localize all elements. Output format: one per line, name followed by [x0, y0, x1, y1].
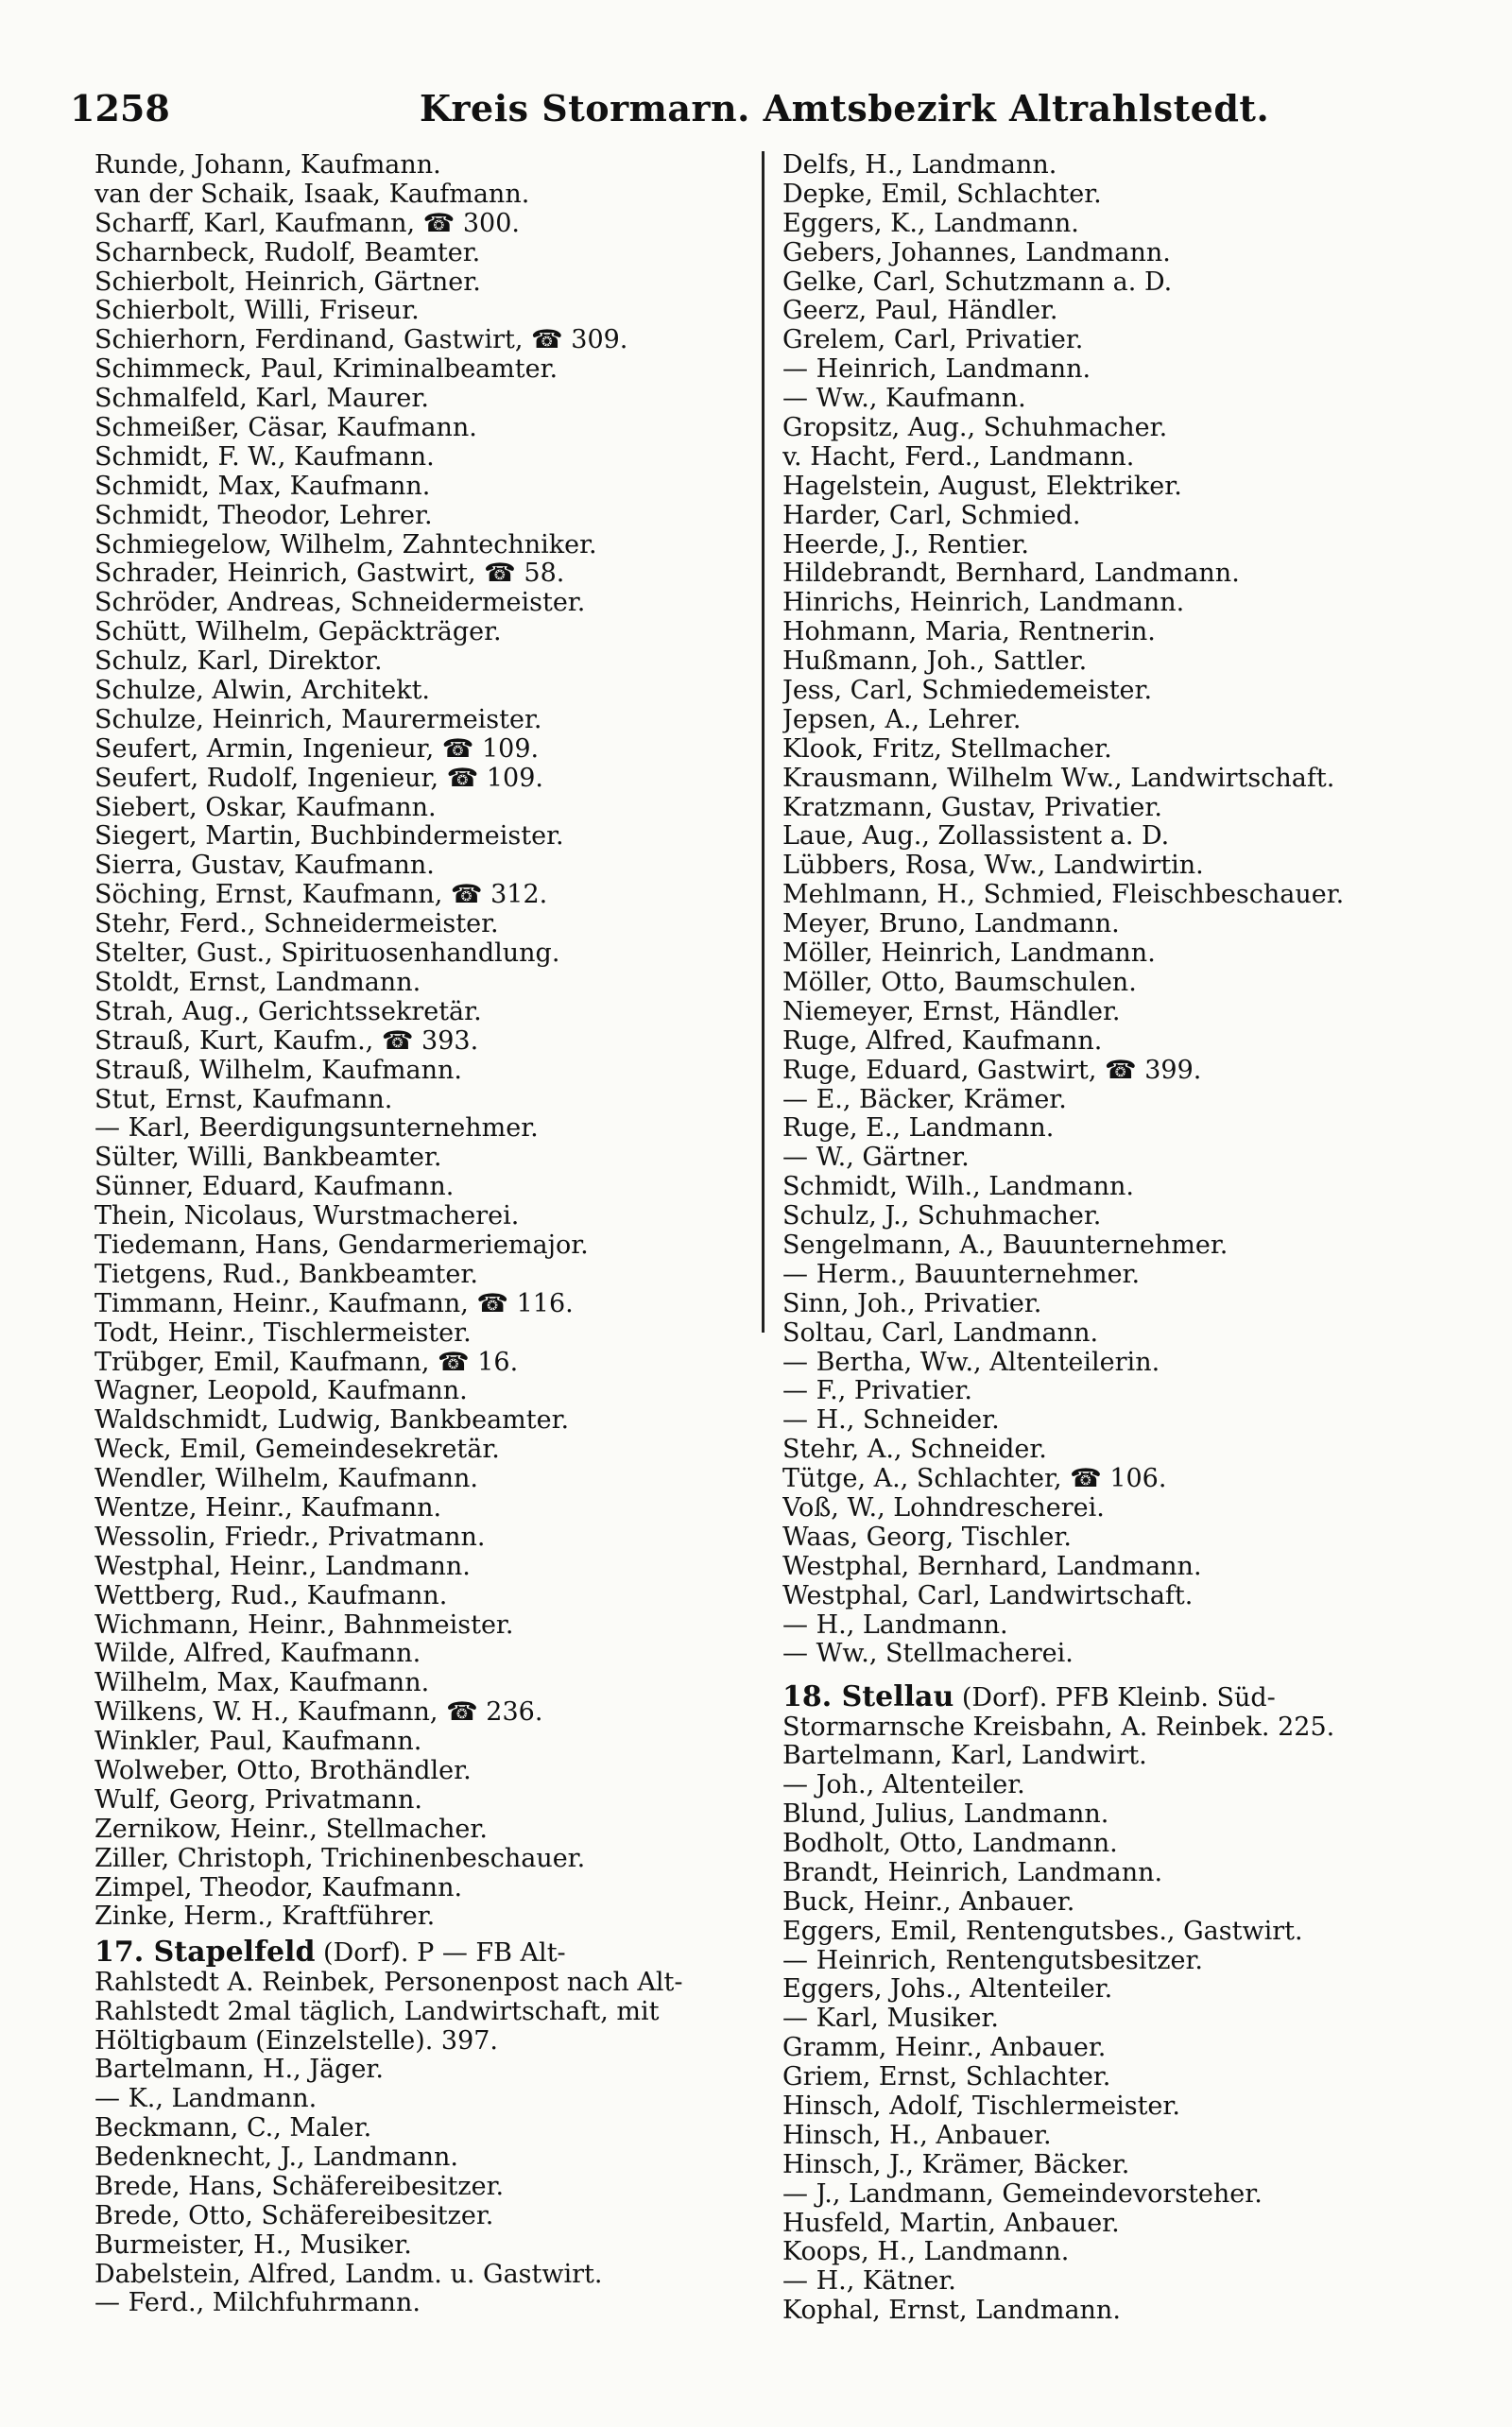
directory-entry: Runde, Johann, Kaufmann.	[94, 151, 441, 180]
section-18-heading-line2: Stormarnsche Kreisbahn, A. Reinbek. 225.	[782, 1713, 1335, 1743]
directory-entry: Ruge, Eduard, Gastwirt, ☎ 399.	[782, 1056, 1202, 1085]
directory-entry: — H., Landmann.	[782, 1610, 1008, 1640]
directory-entry: — W., Gärtner.	[782, 1144, 970, 1173]
directory-entry: Koops, H., Landmann.	[782, 2238, 1070, 2267]
directory-entry: Brede, Otto, Schäfereibesitzer.	[94, 2201, 494, 2230]
directory-entry: Schütt, Wilhelm, Gepäckträger.	[94, 618, 502, 647]
directory-entry: — Heinrich, Landmann.	[782, 355, 1091, 385]
directory-entry: — K., Landmann.	[94, 2085, 318, 2114]
directory-entry: Gebers, Johannes, Landmann.	[782, 238, 1171, 267]
directory-entry: Hußmann, Joh., Sattler.	[782, 647, 1088, 677]
directory-entry: Tütge, A., Schlachter, ☎ 106.	[782, 1465, 1167, 1494]
directory-entry: Ruge, E., Landmann.	[782, 1114, 1055, 1144]
running-title: Kreis Stormarn. Amtsbezirk Altrahlstedt.	[420, 87, 1270, 129]
directory-entry: Kophal, Ernst, Landmann.	[782, 2297, 1121, 2326]
directory-entry: Westphal, Bernhard, Landmann.	[782, 1552, 1202, 1581]
directory-entry: — Herm., Bauunternehmer.	[782, 1260, 1141, 1289]
page-number: 1258	[70, 87, 170, 129]
directory-entry: Schulz, J., Schuhmacher.	[782, 1202, 1102, 1231]
directory-entry: Stehr, Ferd., Schneidermeister.	[94, 910, 499, 939]
section-17-heading-line1: (Dorf). P — FB Alt-	[323, 1938, 566, 1969]
directory-entry: Harder, Carl, Schmied.	[782, 501, 1081, 530]
section-17-heading	[94, 1937, 747, 2056]
directory-entry: Gropsitz, Aug., Schuhmacher.	[782, 414, 1168, 443]
section-18	[782, 1682, 1435, 2326]
directory-entry: Thein, Nicolaus, Wurstmacherei.	[94, 1202, 520, 1231]
directory-entry: Wulf, Georg, Privatmann.	[94, 1785, 423, 1815]
directory-entry: Hohmann, Maria, Rentnerin.	[782, 618, 1156, 647]
directory-entry: Bartelmann, H., Jäger.	[94, 2056, 384, 2085]
directory-entry: Weck, Emil, Gemeindesekretär.	[94, 1436, 500, 1465]
directory-entry: Blund, Julius, Landmann.	[782, 1800, 1109, 1830]
directory-entry: Wilhelm, Max, Kaufmann.	[94, 1669, 430, 1698]
directory-entry: Söching, Ernst, Kaufmann, ☎ 312.	[94, 881, 548, 910]
directory-entry: Burmeister, H., Musiker.	[94, 2230, 412, 2260]
directory-entry: Schmalfeld, Karl, Maurer.	[94, 385, 429, 414]
page-header	[70, 87, 1469, 144]
directory-entry: Siegert, Martin, Buchbindermeister.	[94, 822, 564, 852]
directory-entry: — Karl, Musiker.	[782, 2005, 999, 2034]
directory-entry: Sengelmann, A., Bauunternehmer.	[782, 1231, 1228, 1260]
directory-entry: Buck, Heinr., Anbauer.	[782, 1887, 1075, 1917]
directory-entry: Wessolin, Friedr., Privatmann.	[94, 1523, 486, 1552]
directory-entry: v. Hacht, Ferd., Landmann.	[782, 442, 1135, 472]
directory-entry: Schimmeck, Paul, Kriminalbeamter.	[94, 355, 558, 385]
directory-entry: — Heinrich, Rentengutsbesitzer.	[782, 1946, 1203, 1975]
directory-entry: Brandt, Heinrich, Landmann.	[782, 1858, 1163, 1887]
directory-entry: — Karl, Beerdigungsunternehmer.	[94, 1114, 539, 1144]
directory-entry: Sünner, Eduard, Kaufmann.	[94, 1173, 455, 1202]
directory-entry: Sinn, Joh., Privatier.	[782, 1289, 1042, 1318]
directory-entry: Griem, Ernst, Schlachter.	[782, 2063, 1111, 2092]
directory-entry: Hinsch, H., Anbauer.	[782, 2121, 1052, 2150]
directory-entry: Bedenknecht, J., Landmann.	[94, 2143, 458, 2172]
directory-entry: Hinrichs, Heinrich, Landmann.	[782, 589, 1185, 618]
directory-entry: Schmidt, F. W., Kaufmann.	[94, 442, 435, 472]
directory-entry: Sülter, Willi, Bankbeamter.	[94, 1144, 442, 1173]
directory-entry: Möller, Otto, Baumschulen.	[782, 968, 1137, 997]
directory-entry: Voß, W., Lohndrescherei.	[782, 1493, 1105, 1523]
directory-entry: Strauß, Kurt, Kaufm., ☎ 393.	[94, 1026, 479, 1056]
directory-entry: Gelke, Carl, Schutzmann a. D.	[782, 267, 1173, 297]
directory-entry: Wagner, Leopold, Kaufmann.	[94, 1377, 468, 1406]
directory-entry: Waldschmidt, Ludwig, Bankbeamter.	[94, 1406, 570, 1436]
directory-entry: Lübbers, Rosa, Ww., Landwirtin.	[782, 852, 1204, 881]
directory-entry: Wettberg, Rud., Kaufmann.	[94, 1581, 448, 1610]
directory-entry: Seufert, Armin, Ingenieur, ☎ 109.	[94, 734, 540, 764]
directory-entry: Mehlmann, H., Schmied, Fleischbeschauer.	[782, 881, 1345, 910]
left-entry-list	[94, 151, 747, 1932]
directory-entry: Soltau, Carl, Landmann.	[782, 1318, 1099, 1348]
directory-entry: Bartelmann, Karl, Landwirt.	[782, 1742, 1147, 1771]
directory-entry: Wilkens, W. H., Kaufmann, ☎ 236.	[94, 1698, 543, 1728]
directory-entry: Hinsch, Adolf, Tischlermeister.	[782, 2092, 1180, 2121]
directory-entry: Schierbolt, Willi, Friseur.	[94, 297, 420, 326]
directory-entry: Wichmann, Heinr., Bahnmeister.	[94, 1610, 514, 1640]
directory-entry: Zinke, Herm., Kraftführer.	[94, 1902, 436, 1932]
directory-entry: Westphal, Carl, Landwirtschaft.	[782, 1581, 1194, 1610]
directory-entry: Grelem, Carl, Privatier.	[782, 326, 1084, 355]
directory-entry: Heerde, J., Rentier.	[782, 530, 1029, 559]
directory-entry: Westphal, Heinr., Landmann.	[94, 1552, 471, 1581]
directory-entry: Laue, Aug., Zollassistent a. D.	[782, 822, 1170, 852]
directory-entry: Depke, Emil, Schlachter.	[782, 180, 1102, 209]
directory-entry: Winkler, Paul, Kaufmann.	[94, 1728, 422, 1757]
directory-entry: Beckmann, C., Maler.	[94, 2114, 372, 2143]
directory-entry: Timmann, Heinr., Kaufmann, ☎ 116.	[94, 1289, 574, 1318]
directory-entry: Tiedemann, Hans, Gendarmeriemajor.	[94, 1231, 589, 1260]
directory-entry: Kratzmann, Gustav, Privatier.	[782, 793, 1162, 822]
directory-entry: Siebert, Oskar, Kaufmann.	[94, 793, 437, 822]
directory-entry: Meyer, Bruno, Landmann.	[782, 910, 1120, 939]
directory-entry: Waas, Georg, Tischler.	[782, 1523, 1072, 1552]
directory-entry: Schulze, Alwin, Architekt.	[94, 677, 431, 706]
directory-entry: Seufert, Rudolf, Ingenieur, ☎ 109.	[94, 764, 543, 793]
directory-entry: — Ww., Stellmacherei.	[782, 1640, 1074, 1669]
directory-entry: Hinsch, J., Krämer, Bäcker.	[782, 2150, 1130, 2179]
directory-entry: Wolweber, Otto, Brothändler.	[94, 1756, 472, 1785]
directory-entry: Hildebrandt, Bernhard, Landmann.	[782, 559, 1240, 589]
directory-entry: Krausmann, Wilhelm Ww., Landwirtschaft.	[782, 764, 1335, 793]
section-17-heading-line4: Höltigbaum (Einzelstelle). 397.	[94, 2026, 499, 2057]
directory-entry: Schierhorn, Ferdinand, Gastwirt, ☎ 309.	[94, 326, 628, 355]
section-17-heading-line2: Rahlstedt A. Reinbek, Personenpost nach Alt-	[94, 1968, 683, 1998]
directory-entry: Schmidt, Theodor, Lehrer.	[94, 501, 433, 530]
directory-entry: van der Schaik, Isaak, Kaufmann.	[94, 180, 530, 209]
section-17	[94, 1937, 747, 2318]
section-18-title: 18. Stellau	[782, 1680, 954, 1714]
directory-entry: Hagelstein, August, Elektriker.	[782, 472, 1182, 501]
section-17-entry-list	[94, 2056, 747, 2318]
directory-entry: Schmidt, Wilh., Landmann.	[782, 1173, 1134, 1202]
directory-entry: Stut, Ernst, Kaufmann.	[94, 1085, 393, 1114]
directory-entry: Todt, Heinr., Tischlermeister.	[94, 1318, 472, 1348]
directory-entry: Geerz, Paul, Händler.	[782, 297, 1058, 326]
directory-entry: Jepsen, A., Lehrer.	[782, 705, 1022, 734]
directory-entry: Schulze, Heinrich, Maurermeister.	[94, 705, 542, 734]
directory-entry: Ziller, Christoph, Trichinenbeschauer.	[94, 1844, 586, 1873]
directory-entry: Zimpel, Theodor, Kaufmann.	[94, 1873, 463, 1902]
directory-entry: Niemeyer, Ernst, Händler.	[782, 997, 1121, 1026]
directory-entry: — H., Schneider.	[782, 1406, 1000, 1436]
directory-entry: Trübger, Emil, Kaufmann, ☎ 16.	[94, 1348, 519, 1377]
directory-entry: Strauß, Wilhelm, Kaufmann.	[94, 1056, 462, 1085]
directory-entry: Gramm, Heinr., Anbauer.	[782, 2034, 1107, 2063]
directory-entry: — Bertha, Ww., Altenteilerin.	[782, 1348, 1160, 1377]
section-17-title: 17. Stapelfeld	[94, 1936, 316, 1970]
directory-entry: Tietgens, Rud., Bankbeamter.	[94, 1260, 478, 1289]
directory-entry: Wilde, Alfred, Kaufmann.	[94, 1640, 421, 1669]
directory-entry: Scharff, Karl, Kaufmann, ☎ 300.	[94, 209, 520, 238]
directory-entry: — Ww., Kaufmann.	[782, 385, 1026, 414]
column-divider	[762, 151, 765, 1333]
directory-entry: Strah, Aug., Gerichtssekretär.	[94, 997, 482, 1026]
directory-entry: Schröder, Andreas, Schneidermeister.	[94, 589, 586, 618]
directory-entry: Sierra, Gustav, Kaufmann.	[94, 852, 435, 881]
directory-entry: — Ferd., Milchfuhrmann.	[94, 2289, 421, 2318]
directory-entry: Delfs, H., Landmann.	[782, 151, 1057, 180]
directory-entry: Klook, Fritz, Stellmacher.	[782, 734, 1112, 764]
section-17-heading-line3: Rahlstedt 2mal täglich, Landwirtschaft, mit	[94, 1997, 660, 2027]
directory-entry: Eggers, K., Landmann.	[782, 209, 1079, 238]
section-18-heading-line1: (Dorf). PFB Kleinb. Süd-	[961, 1683, 1276, 1713]
directory-entry: — F., Privatier.	[782, 1377, 972, 1406]
directory-entry: — Joh., Altenteiler.	[782, 1771, 1025, 1800]
directory-entry: — H., Kätner.	[782, 2267, 956, 2297]
directory-entry: Schrader, Heinrich, Gastwirt, ☎ 58.	[94, 559, 565, 589]
directory-entry: Bodholt, Otto, Landmann.	[782, 1829, 1118, 1858]
section-18-heading	[782, 1682, 1435, 1742]
section-18-entry-list	[782, 1742, 1435, 2326]
directory-entry: Wendler, Wilhelm, Kaufmann.	[94, 1465, 478, 1494]
directory-entry: Husfeld, Martin, Anbauer.	[782, 2209, 1120, 2238]
directory-entry: Stoldt, Ernst, Landmann.	[94, 968, 421, 997]
right-column	[782, 151, 1435, 2326]
directory-entry: Eggers, Johs., Altenteiler.	[782, 1975, 1113, 2005]
directory-entry: Ruge, Alfred, Kaufmann.	[782, 1026, 1103, 1056]
directory-entry: Scharnbeck, Rudolf, Beamter.	[94, 238, 481, 267]
directory-entry: Stelter, Gust., Spirituosenhandlung.	[94, 939, 560, 969]
directory-entry: Jess, Carl, Schmiedemeister.	[782, 677, 1153, 706]
directory-entry: Wentze, Heinr., Kaufmann.	[94, 1493, 442, 1523]
directory-entry: Eggers, Emil, Rentengutsbes., Gastwirt.	[782, 1917, 1303, 1946]
directory-entry: — J., Landmann, Gemeindevorsteher.	[782, 2179, 1263, 2209]
directory-entry: Schmiegelow, Wilhelm, Zahntechniker.	[94, 530, 597, 559]
right-entry-list	[782, 151, 1435, 1669]
directory-entry: Dabelstein, Alfred, Landm. u. Gastwirt.	[94, 2260, 603, 2289]
directory-entry: Schierbolt, Heinrich, Gärtner.	[94, 267, 481, 297]
left-column	[94, 151, 747, 2318]
directory-entry: Schmidt, Max, Kaufmann.	[94, 472, 431, 501]
directory-entry: Schmeißer, Cäsar, Kaufmann.	[94, 414, 477, 443]
directory-entry: Zernikow, Heinr., Stellmacher.	[94, 1815, 488, 1844]
directory-entry: Stehr, A., Schneider.	[782, 1436, 1047, 1465]
directory-entry: Schulz, Karl, Direktor.	[94, 647, 383, 677]
directory-entry: Möller, Heinrich, Landmann.	[782, 939, 1156, 969]
directory-entry: Brede, Hans, Schäfereibesitzer.	[94, 2172, 505, 2201]
directory-entry: — E., Bäcker, Krämer.	[782, 1085, 1067, 1114]
